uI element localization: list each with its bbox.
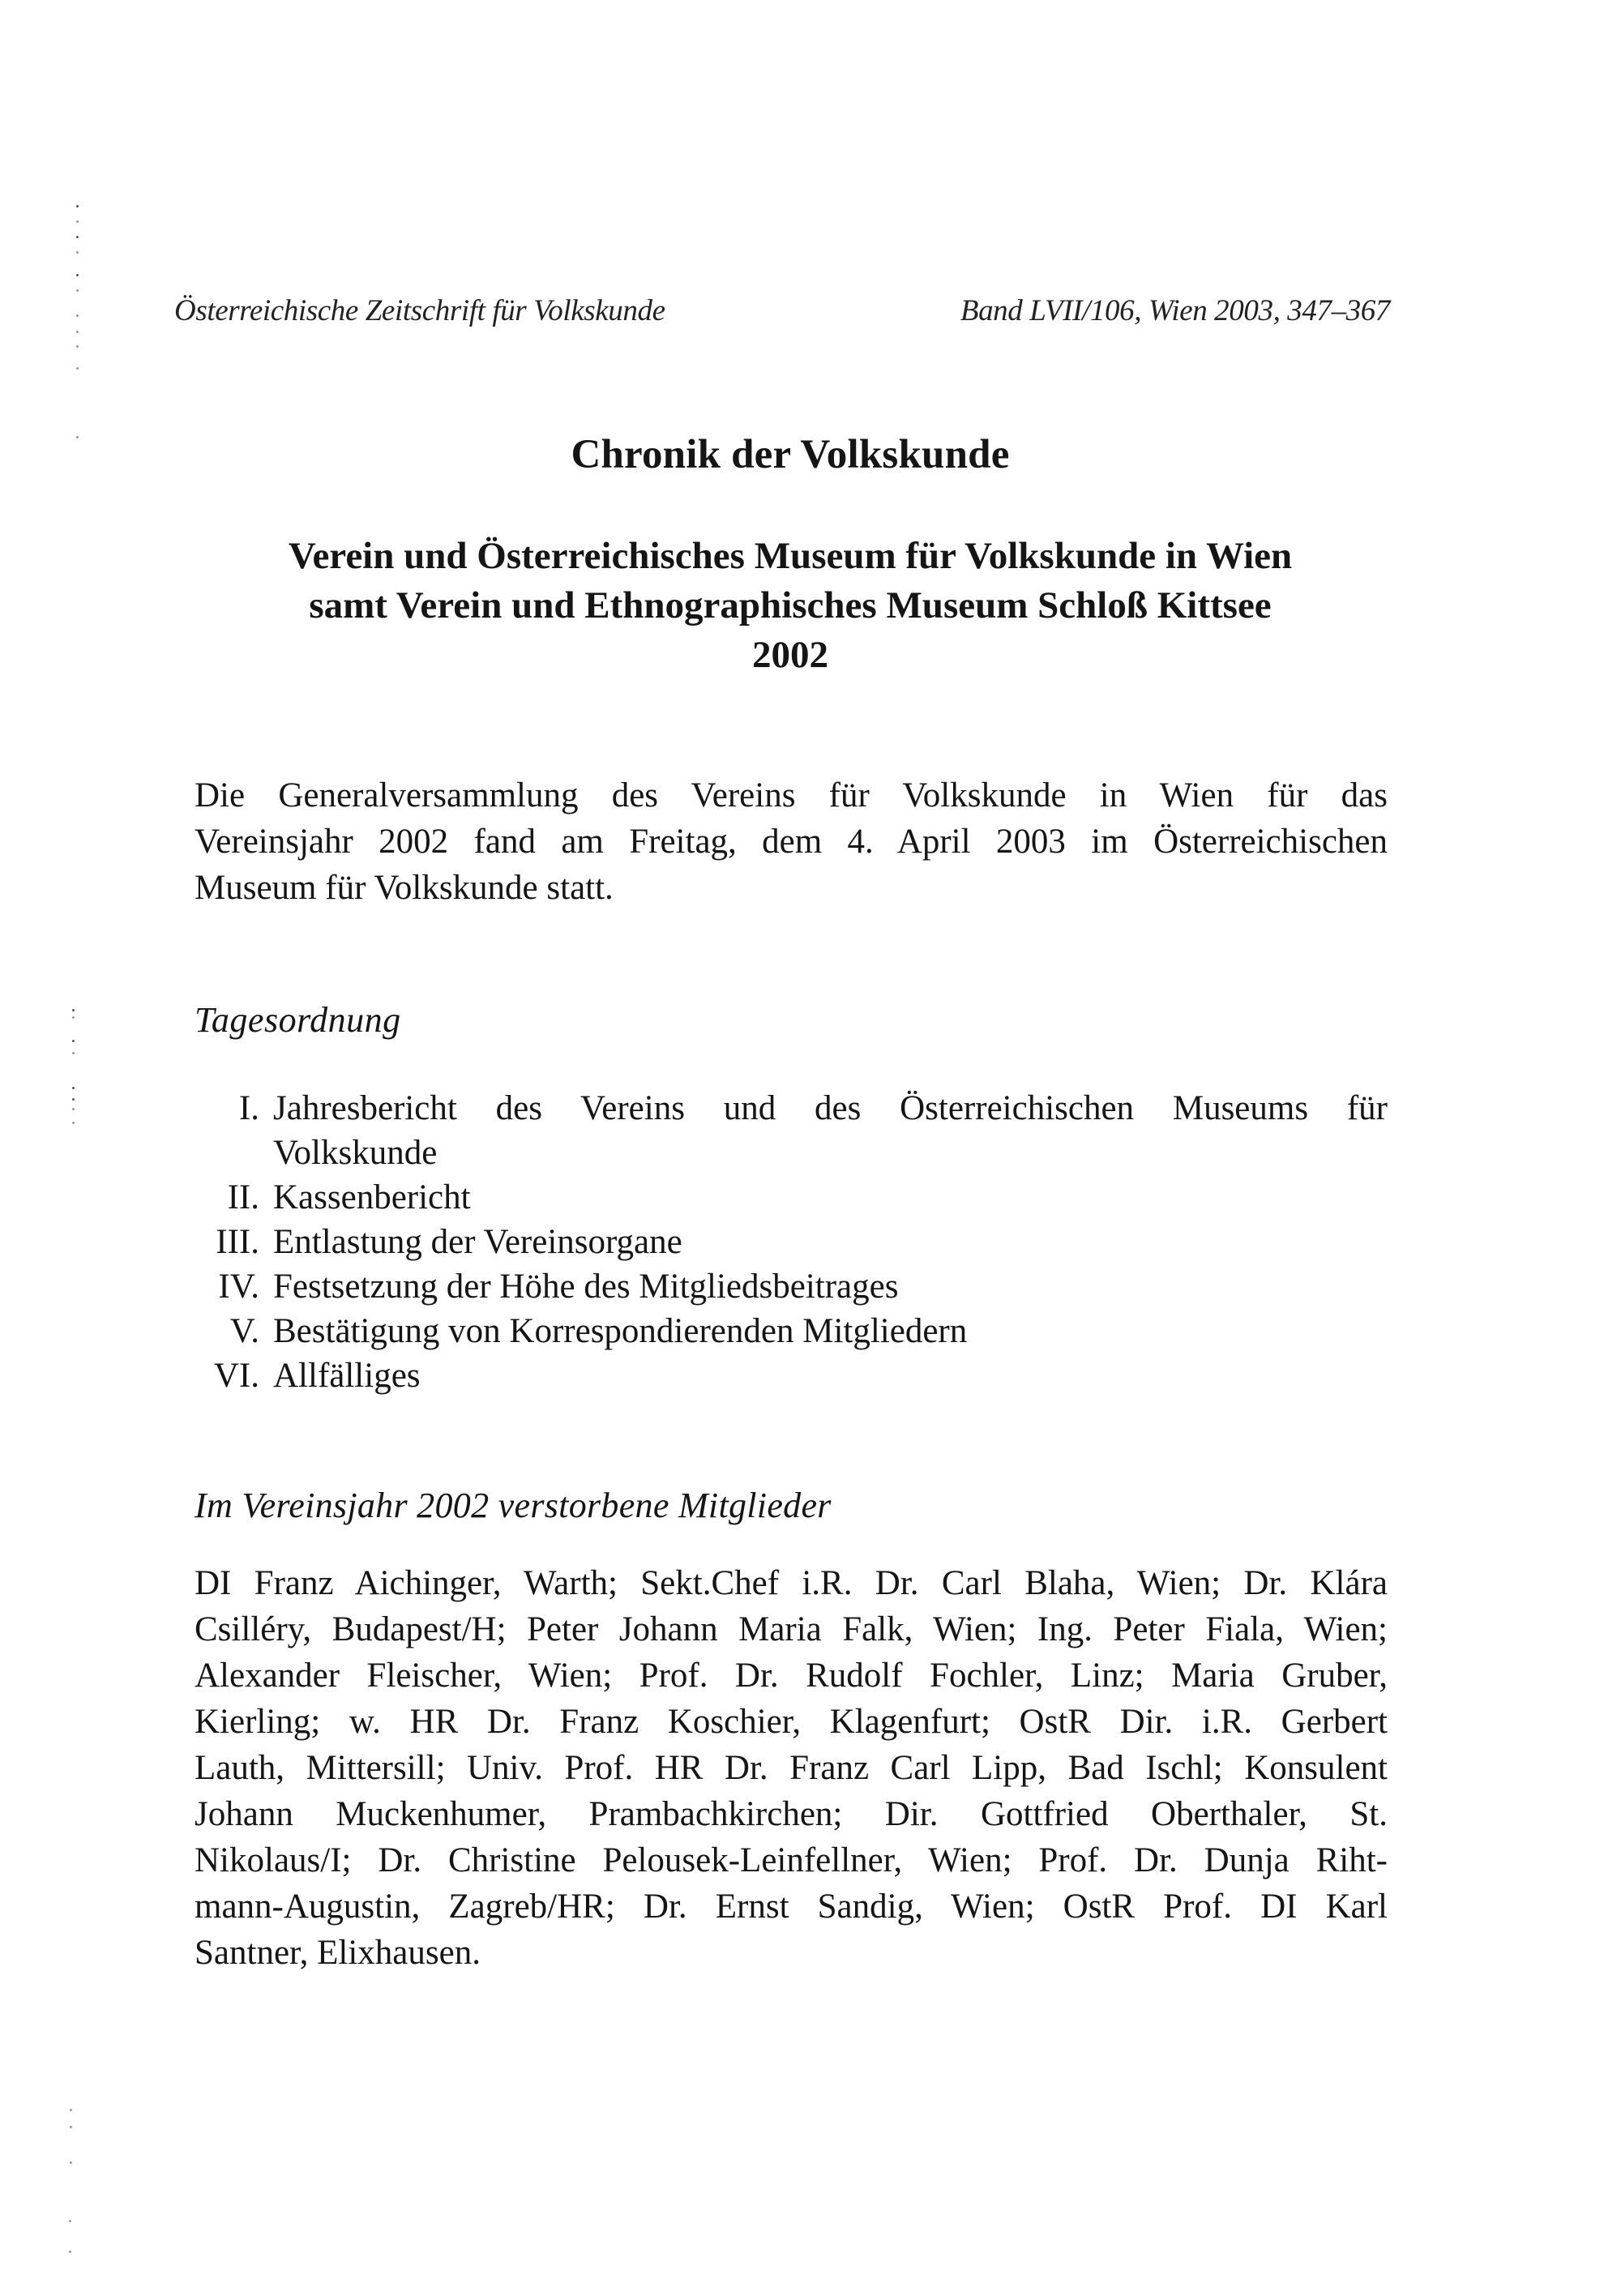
paragraph-line: Kierling; w. HR Dr. Franz Koschier, Klagenfurt; OstR Dir. i.R. Gerbert	[195, 1703, 1388, 1741]
paragraph-line: Lauth, Mittersill; Univ. Prof. HR Dr. Franz Carl Lipp, Bad Ischl; Konsulent	[195, 1749, 1388, 1787]
subtitle	[0, 532, 1580, 680]
agenda-item-text: Entlastung der Vereinsorgane	[273, 1223, 682, 1261]
agenda-item	[195, 1175, 1388, 1220]
agenda-item	[195, 1086, 1388, 1175]
agenda-numeral: IV.	[218, 1268, 259, 1306]
paragraph-line: Alexander Fleischer, Wien; Prof. Dr. Rudolf Fochler, Linz; Maria Gruber,	[195, 1657, 1388, 1695]
agenda-list	[195, 1086, 1388, 1398]
deceased-members-paragraph	[195, 1560, 1388, 1976]
paragraph-line: Vereinsjahr 2002 fand am Freitag, dem 4. April 2003 im Österreichischen	[195, 823, 1388, 861]
paragraph-line: Csilléry, Budapest/H; Peter Johann Maria Falk, Wien; Ing. Peter Fiala, Wien;	[195, 1610, 1388, 1648]
agenda-item	[195, 1264, 1388, 1309]
subtitle-year: 2002	[752, 634, 828, 676]
agenda-item-text: Kassenbericht	[273, 1178, 471, 1216]
paragraph-line: Museum für Volkskunde statt.	[195, 869, 614, 907]
agenda-numeral: II.	[227, 1178, 259, 1216]
agenda-item	[195, 1353, 1388, 1398]
agenda-numeral: III.	[216, 1223, 259, 1261]
agenda-item-text: Bestätigung von Korrespondierenden Mitgliedern	[273, 1312, 968, 1350]
agenda-item	[195, 1220, 1388, 1264]
paragraph-line: Nikolaus/I; Dr. Christine Pelousek-Leinfellner, Wien; Prof. Dr. Dunja Riht-	[195, 1841, 1388, 1879]
journal-title: Österreichische Zeitschrift für Volkskunde	[174, 294, 665, 327]
paragraph-line: mann-Augustin, Zagreb/HR; Dr. Ernst Sandig, Wien; OstR Prof. DI Karl	[195, 1888, 1388, 1926]
agenda-item-text: Allfälliges	[273, 1357, 421, 1395]
paragraph-line: DI Franz Aichinger, Warth; Sekt.Chef i.R. Dr. Carl Blaha, Wien; Dr. Klára	[195, 1564, 1388, 1602]
agenda-item-text: Volkskunde	[273, 1134, 438, 1172]
agenda-numeral: V.	[229, 1312, 259, 1350]
subtitle-line: samt Verein und Ethnographisches Museum Schloß Kittsee	[309, 584, 1272, 626]
agenda-numeral: VI.	[213, 1357, 259, 1395]
volume-info: Band LVII/106, Wien 2003, 347–367	[960, 294, 1390, 327]
paragraph-line: Die Generalversammlung des Vereins für Volkskunde in Wien für das	[195, 776, 1388, 815]
agenda-item-text: Festsetzung der Höhe des Mitgliedsbeitrages	[273, 1268, 899, 1306]
paragraph-line: Johann Muckenhumer, Prambachkirchen; Dir. Gottfried Oberthaler, St.	[195, 1795, 1388, 1833]
page-title: Chronik der Volkskunde	[571, 432, 1010, 477]
agenda-item	[195, 1309, 1388, 1353]
agenda-item-text: Jahresbericht des Vereins und des Österreichischen Museums für	[273, 1089, 1388, 1127]
agenda-numeral: I.	[238, 1089, 259, 1127]
deceased-heading: Im Vereinsjahr 2002 verstorbene Mitglieder	[195, 1486, 832, 1525]
running-head	[174, 293, 1390, 334]
agenda-heading: Tagesordnung	[195, 1000, 401, 1040]
intro-paragraph	[195, 772, 1388, 911]
subtitle-line: Verein und Österreichisches Museum für Volkskunde in Wien	[288, 535, 1293, 577]
paragraph-line: Santner, Elixhausen.	[195, 1934, 481, 1972]
